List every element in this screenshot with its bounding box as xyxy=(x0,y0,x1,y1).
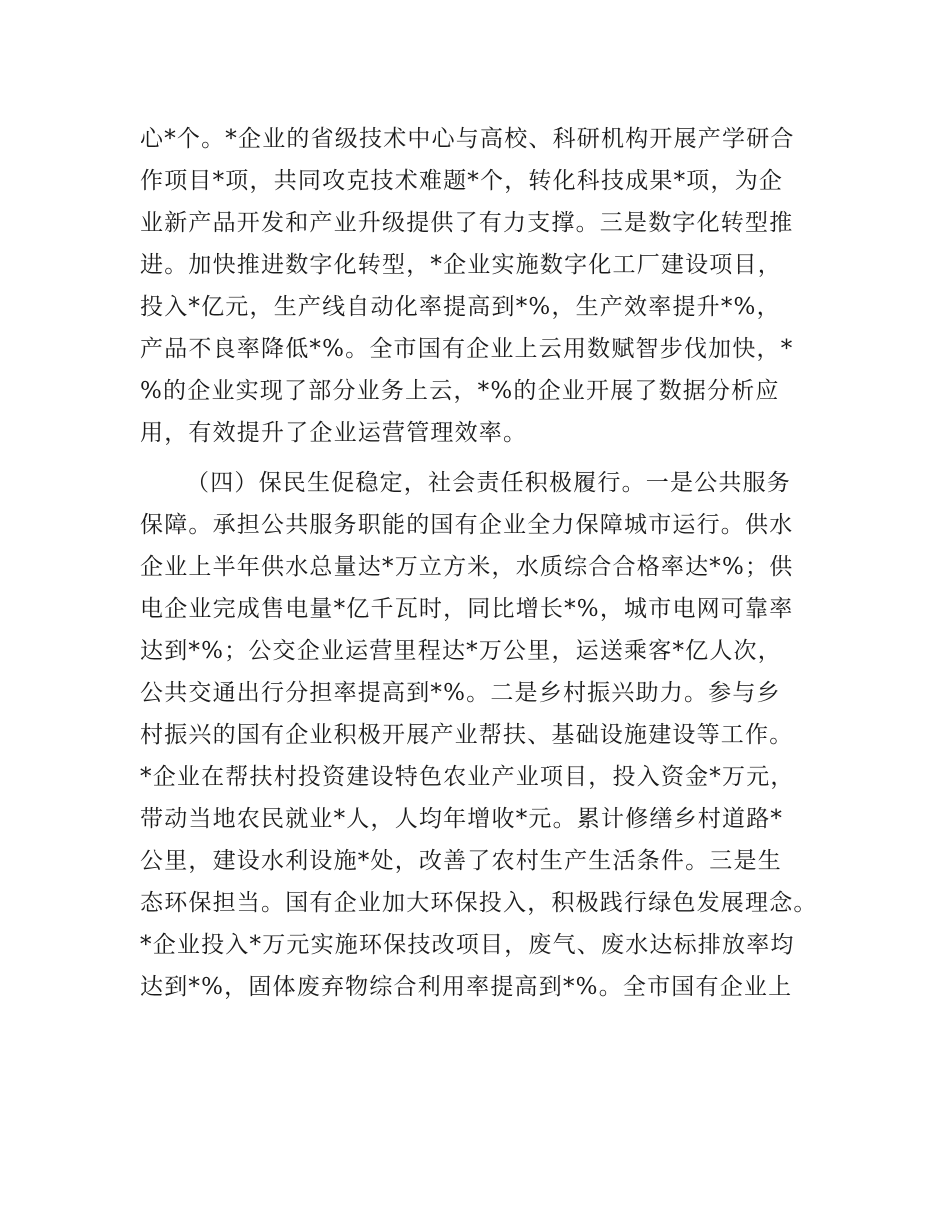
text-line: 电企业完成售电量*亿千瓦时，同比增长*%，城市电网可靠率 xyxy=(140,596,794,622)
text-line: %的企业实现了部分业务上云，*%的企业开展了数据分析应 xyxy=(140,378,780,404)
text-line: 产品不良率降低*%。全市国有企业上云用数赋智步伐加快，* xyxy=(140,336,794,362)
text-line: 带动当地农民就业*人，人均年增收*元。累计修缮乡村道路* xyxy=(140,806,784,832)
text-line: *企业投入*万元实施环保技改项目，废气、废水达标排放率均 xyxy=(140,932,795,958)
text-line: 态环保担当。国有企业加大环保投入，积极践行绿色发展理念。 xyxy=(140,890,818,916)
text-line: 用，有效提升了企业运营管理效率。 xyxy=(140,420,528,446)
text-line: 村振兴的国有企业积极开展产业帮扶、基础设施建设等工作。 xyxy=(140,722,794,748)
section-heading-line: （四）保民生促稳定，社会责任积极履行。一是公共服务 xyxy=(186,470,791,496)
text-line: *企业在帮扶村投资建设特色农业产业项目，投入资金*万元， xyxy=(140,764,795,790)
text-line: 公里，建设水利设施*处，改善了农村生产生活条件。三是生 xyxy=(140,848,782,874)
text-line: 达到*%；公交企业运营里程达*万公里，运送乘客*亿人次， xyxy=(140,638,782,664)
text-line: 公共交通出行分担率提高到*%。二是乡村振兴助力。参与乡 xyxy=(140,680,781,706)
text-line: 保障。承担公共服务职能的国有企业全力保障城市运行。供水 xyxy=(140,512,794,538)
text-line: 企业上半年供水总量达*万立方米，水质综合合格率达*%；供 xyxy=(140,554,794,580)
text-line: 达到*%，固体废弃物综合利用率提高到*%。全市国有企业上 xyxy=(140,974,793,1000)
text-line: 进。加快推进数字化转型，*企业实施数字化工厂建设项目， xyxy=(140,252,782,278)
text-line: 作项目*项，共同攻克技术难题*个，转化科技成果*项，为企 xyxy=(140,168,784,194)
text-line: 业新产品开发和产业升级提供了有力支撑。三是数字化转型推 xyxy=(140,210,794,236)
text-line: 心*个。*企业的省级技术中心与高校、科研机构开展产学研合 xyxy=(140,126,795,152)
text-line: 投入*亿元，生产线自动化率提高到*%，生产效率提升*%， xyxy=(140,294,781,320)
